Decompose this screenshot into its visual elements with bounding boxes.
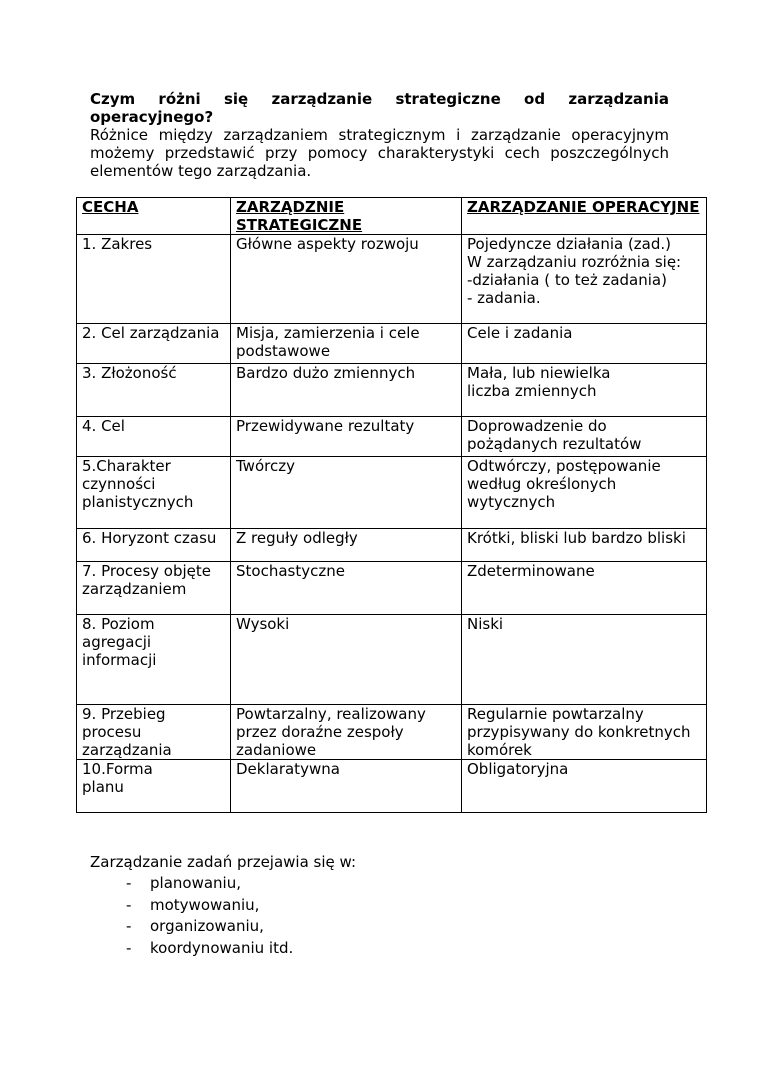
cell-strategic: Główne aspekty rozwoju bbox=[231, 235, 462, 324]
list-item-text: organizowaniu, bbox=[150, 917, 264, 935]
cell-strategic: Powtarzalny, realizowany przez doraźne zespoły zadaniowe bbox=[231, 705, 462, 760]
table-row bbox=[77, 235, 707, 324]
summary-text: Zarządzanie zadań przejawia się w: bbox=[90, 853, 357, 871]
table-row bbox=[77, 760, 707, 813]
table-row bbox=[77, 705, 707, 760]
list-item-text: koordynowaniu itd. bbox=[150, 938, 294, 957]
list-item bbox=[126, 916, 293, 938]
table-row bbox=[77, 615, 707, 705]
cell-operational: Zdeterminowane bbox=[462, 562, 707, 615]
cell-operational: Pojedyncze działania (zad.) W zarządzaniu rozróżnia się: -działania ( to też zadania) - zadania. bbox=[462, 235, 707, 324]
cell-strategic: Deklaratywna bbox=[231, 760, 462, 813]
table-row bbox=[77, 417, 707, 457]
header-feature: CECHA bbox=[77, 198, 231, 235]
cell-feature: 2. Cel zarządzania bbox=[77, 324, 231, 364]
cell-strategic: Stochastyczne bbox=[231, 562, 462, 615]
cell-strategic: Przewidywane rezultaty bbox=[231, 417, 462, 457]
cell-feature: 3. Złożoność bbox=[77, 364, 231, 417]
cell-operational: Doprowadzenie do pożądanych rezultatów bbox=[462, 417, 707, 457]
list-dash: - bbox=[126, 917, 132, 935]
cell-strategic: Wysoki bbox=[231, 615, 462, 705]
cell-operational: Krótki, bliski lub bardzo bliski bbox=[462, 529, 707, 562]
cell-strategic: Z reguły odległy bbox=[231, 529, 462, 562]
list-item-text: planowaniu, bbox=[150, 874, 241, 892]
list-dash: - bbox=[126, 874, 132, 892]
cell-feature: 5.Charakter czynności planistycznych bbox=[77, 457, 231, 529]
list-item bbox=[126, 873, 293, 895]
cell-feature: 6. Horyzont czasu bbox=[77, 529, 231, 562]
cell-strategic: Bardzo dużo zmiennych bbox=[231, 364, 462, 417]
list-item bbox=[126, 895, 293, 917]
list-dash: - bbox=[126, 895, 132, 914]
cell-operational: Obligatoryjna bbox=[462, 760, 707, 813]
cell-feature: 8. Poziom agregacji informacji bbox=[77, 615, 231, 705]
list-item bbox=[126, 938, 293, 960]
cell-operational: Odtwórczy, postępowanie według określonych wytycznych bbox=[462, 457, 707, 529]
table-row bbox=[77, 457, 707, 529]
cell-operational: Niski bbox=[462, 615, 707, 705]
cell-feature: 9. Przebieg procesu zarządzania bbox=[77, 705, 231, 760]
cell-operational: Regularnie powtarzalny przypisywany do konkretnych komórek bbox=[462, 705, 707, 760]
cell-strategic: Misja, zamierzenia i cele podstawowe bbox=[231, 324, 462, 364]
table-row bbox=[77, 324, 707, 364]
cell-operational: Cele i zadania bbox=[462, 324, 707, 364]
cell-feature: 4. Cel bbox=[77, 417, 231, 457]
cell-feature: 7. Procesy objęte zarządzaniem bbox=[77, 562, 231, 615]
intro-paragraph: Różnice między zarządzaniem strategicznym i zarządzanie operacyjnym możemy przedstawić przy pomocy charakterystyki cech poszczególnych elementów tego zarządzania. bbox=[90, 126, 669, 180]
cell-operational: Mała, lub niewielka liczba zmiennych bbox=[462, 364, 707, 417]
table-row bbox=[77, 562, 707, 615]
header-strategic: ZARZĄDZNIE STRATEGICZNE bbox=[231, 198, 462, 235]
table-row bbox=[77, 529, 707, 562]
list-dash: - bbox=[126, 938, 132, 957]
task-list bbox=[126, 873, 293, 959]
cell-strategic: Twórczy bbox=[231, 457, 462, 529]
document-heading: Czym różni się zarządzanie strategiczne od zarządzania operacyjnego? bbox=[90, 90, 669, 126]
comparison-table bbox=[76, 197, 707, 813]
cell-feature: 1. Zakres bbox=[77, 235, 231, 324]
header-operational: ZARZĄDZANIE OPERACYJNE bbox=[462, 198, 707, 235]
cell-feature: 10.Forma planu bbox=[77, 760, 231, 813]
table-row bbox=[77, 364, 707, 417]
table-header-row bbox=[77, 198, 707, 235]
list-item-text: motywowaniu, bbox=[150, 895, 260, 914]
